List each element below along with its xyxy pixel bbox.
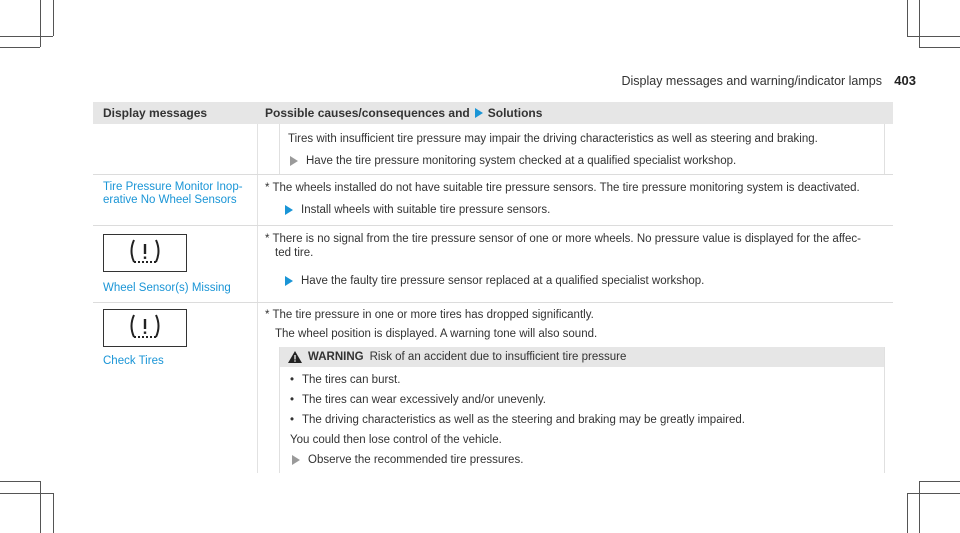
tire-pressure-icon [103,234,187,272]
action-step [290,154,736,168]
row-text-line [265,308,594,322]
warning-consequence: You could then lose control of the vehicle. [290,434,502,446]
crop-mark [53,0,54,36]
column-header-display-messages: Display messages [103,106,208,120]
crop-mark [907,493,908,533]
crop-mark [40,0,41,47]
crop-mark [0,493,53,494]
row-text: There is no signal from the tire pressure sensor of one or more wheels. No pressure value is displayed for the affec- [272,233,861,245]
action-text: Have the faulty tire pressure sensor replaced at a qualified specialist workshop. [301,275,705,287]
table-row [93,174,893,226]
crop-mark [0,481,40,482]
list-item: • The tires can wear excessively and/or unevenly. [280,393,884,407]
footnote-star: * [265,309,270,321]
warning-triangle-icon [288,351,302,363]
footnote-star: * [265,182,270,194]
arrow-icon [475,108,483,118]
crop-mark [919,481,920,533]
running-header: Display messages and warning/indicator lamps [621,74,882,88]
table-row [93,124,893,174]
column-header-causes-text: Possible causes/consequences and [265,106,470,120]
arrow-icon [292,455,300,465]
crop-mark [919,0,920,47]
crop-mark [0,47,40,48]
column-divider [257,175,258,225]
tire-warning-symbol [103,309,187,347]
crop-mark [907,493,960,494]
warning-box [279,347,885,473]
warning-title: WARNING [308,351,364,363]
arrow-icon [285,205,293,215]
table-header [93,102,893,124]
action-step [285,274,704,288]
page-number: 403 [894,73,916,88]
crop-mark [919,47,960,48]
action-text: Observe the recommended tire pressures. [308,454,524,466]
row-text: The wheel position is displayed. A warning tone will also sound. [275,328,598,340]
action-text: Have the tire pressure monitoring system checked at a qualified specialist workshop. [306,155,737,167]
crop-mark [919,481,960,482]
column-divider [257,124,258,174]
crop-mark [40,481,41,533]
row-text: Tires with insufficient tire pressure may impair the driving characteristics as well as steering and braking. [288,133,818,145]
warning-text: Risk of an accident due to insufficient tire pressure [369,351,627,363]
arrow-icon [290,156,298,166]
message-label: Check Tires [103,355,164,367]
action-text: Install wheels with suitable tire pressure sensors. [301,204,551,216]
column-divider [257,303,258,473]
crop-mark [0,36,53,37]
action-step [285,203,550,217]
row-text-continued: ted tire. [275,247,314,259]
messages-table [93,102,893,473]
row-text-block [265,232,885,260]
message-label: Wheel Sensor(s) Missing [103,282,231,294]
action-step [280,453,884,467]
list-item: • The driving characteristics as well as the steering and braking may be greatly impaired. [280,413,884,427]
crop-mark [53,493,54,533]
list-item: • The tires can burst. [280,373,884,387]
row-text-line [265,181,860,195]
table-row [93,226,893,303]
tire-warning-symbol [103,234,187,272]
row-text: The tire pressure in one or more tires has dropped significantly. [272,309,594,321]
info-box [279,124,885,175]
footnote-star: * [265,233,270,245]
column-header-causes [265,106,542,120]
message-label: Tire Pressure Monitor Inop-erative No Wheel Sensors [103,181,243,206]
warning-bullets [280,373,884,467]
warning-header [280,347,884,367]
column-divider [257,226,258,302]
tire-pressure-icon [103,309,187,347]
crop-mark [907,0,908,36]
crop-mark [907,36,960,37]
table-row [93,303,893,473]
row-text: The wheels installed do not have suitable tire pressure sensors. The tire pressure monitoring system is deactivated. [272,182,860,194]
arrow-icon [285,276,293,286]
column-header-solutions-text: Solutions [487,106,543,120]
